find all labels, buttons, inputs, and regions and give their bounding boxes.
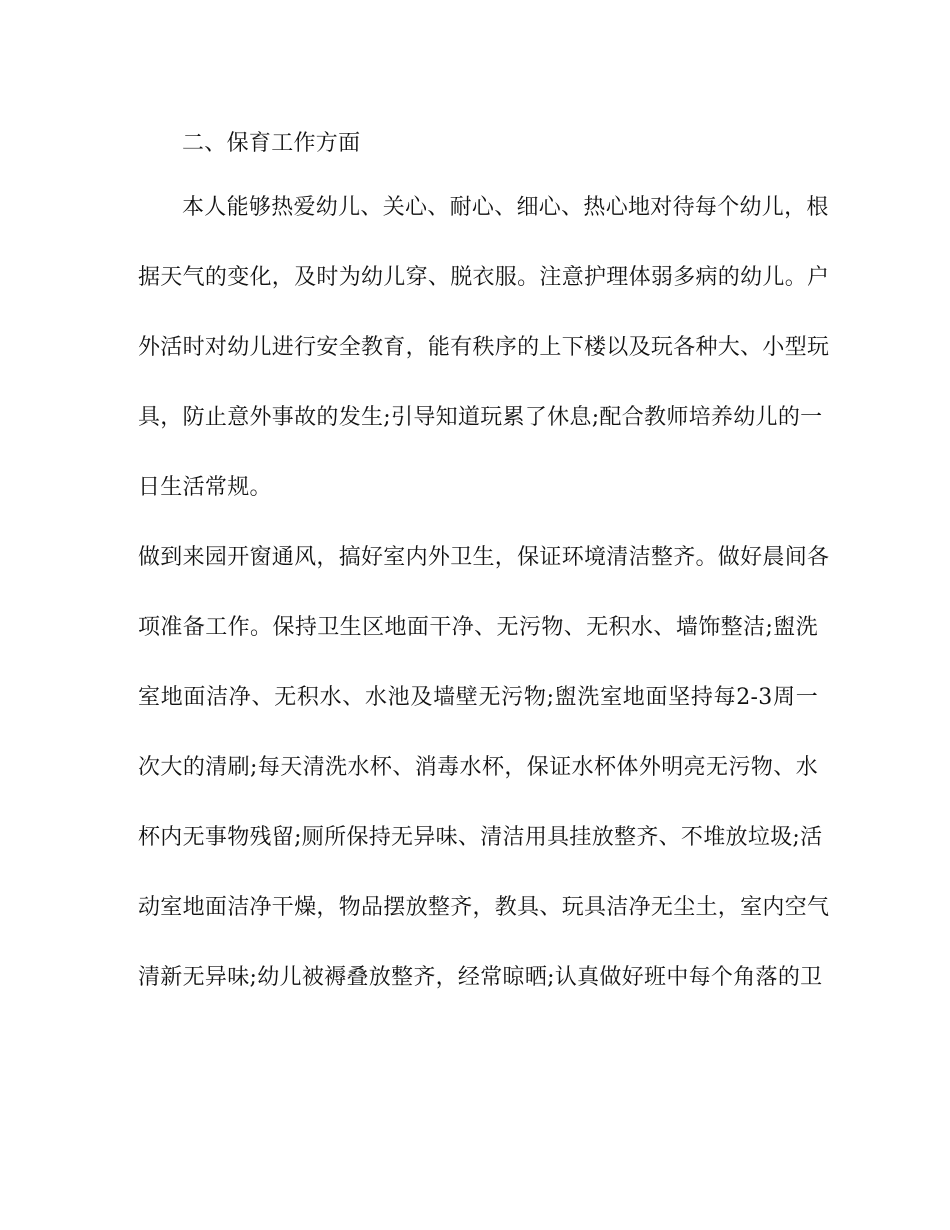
paragraph-line: 外活时对幼儿进行安全教育，能有秩序的上下楼以及玩各种大、小型玩 <box>138 335 830 360</box>
paragraph-line: 次大的清刷;每天清洗水杯、消毒水杯，保证水杯体外明亮无污物、水 <box>138 755 818 780</box>
paragraph-line: 本人能够热爱幼儿、关心、耐心、细心、热心地对待每个幼儿，根 <box>182 195 829 220</box>
paragraph-line: 做到来园开窗通风，搞好室内外卫生，保证环境清洁整齐。做好晨间各 <box>138 545 830 570</box>
paragraph-line: 项准备工作。保持卫生区地面干净、无污物、无积水、墙饰整洁;盥洗 <box>138 615 818 640</box>
paragraph-line: 日生活常规。 <box>138 475 272 500</box>
paragraph-line: 动室地面洁净干燥，物品摆放整齐，教具、玩具洁净无尘土，室内空气 <box>138 895 830 920</box>
paragraph-line: 具，防止意外事故的发生;引导知道玩累了休息;配合教师培养幼儿的一 <box>138 405 823 430</box>
paragraph-line: 室地面洁净、无积水、水池及墙壁无污物;盥洗室地面坚持每2-3周一 <box>138 685 818 710</box>
section-heading: 二、保育工作方面 <box>182 131 361 156</box>
paragraph-line: 清新无异味;幼儿被褥叠放整齐，经常晾晒;认真做好班中每个角落的卫 <box>138 965 823 990</box>
paragraph-line: 据天气的变化，及时为幼儿穿、脱衣服。注意护理体弱多病的幼儿。户 <box>138 265 830 290</box>
paragraph-line: 杯内无事物残留;厕所保持无异味、清洁用具挂放整齐、不堆放垃圾;活 <box>138 825 823 850</box>
